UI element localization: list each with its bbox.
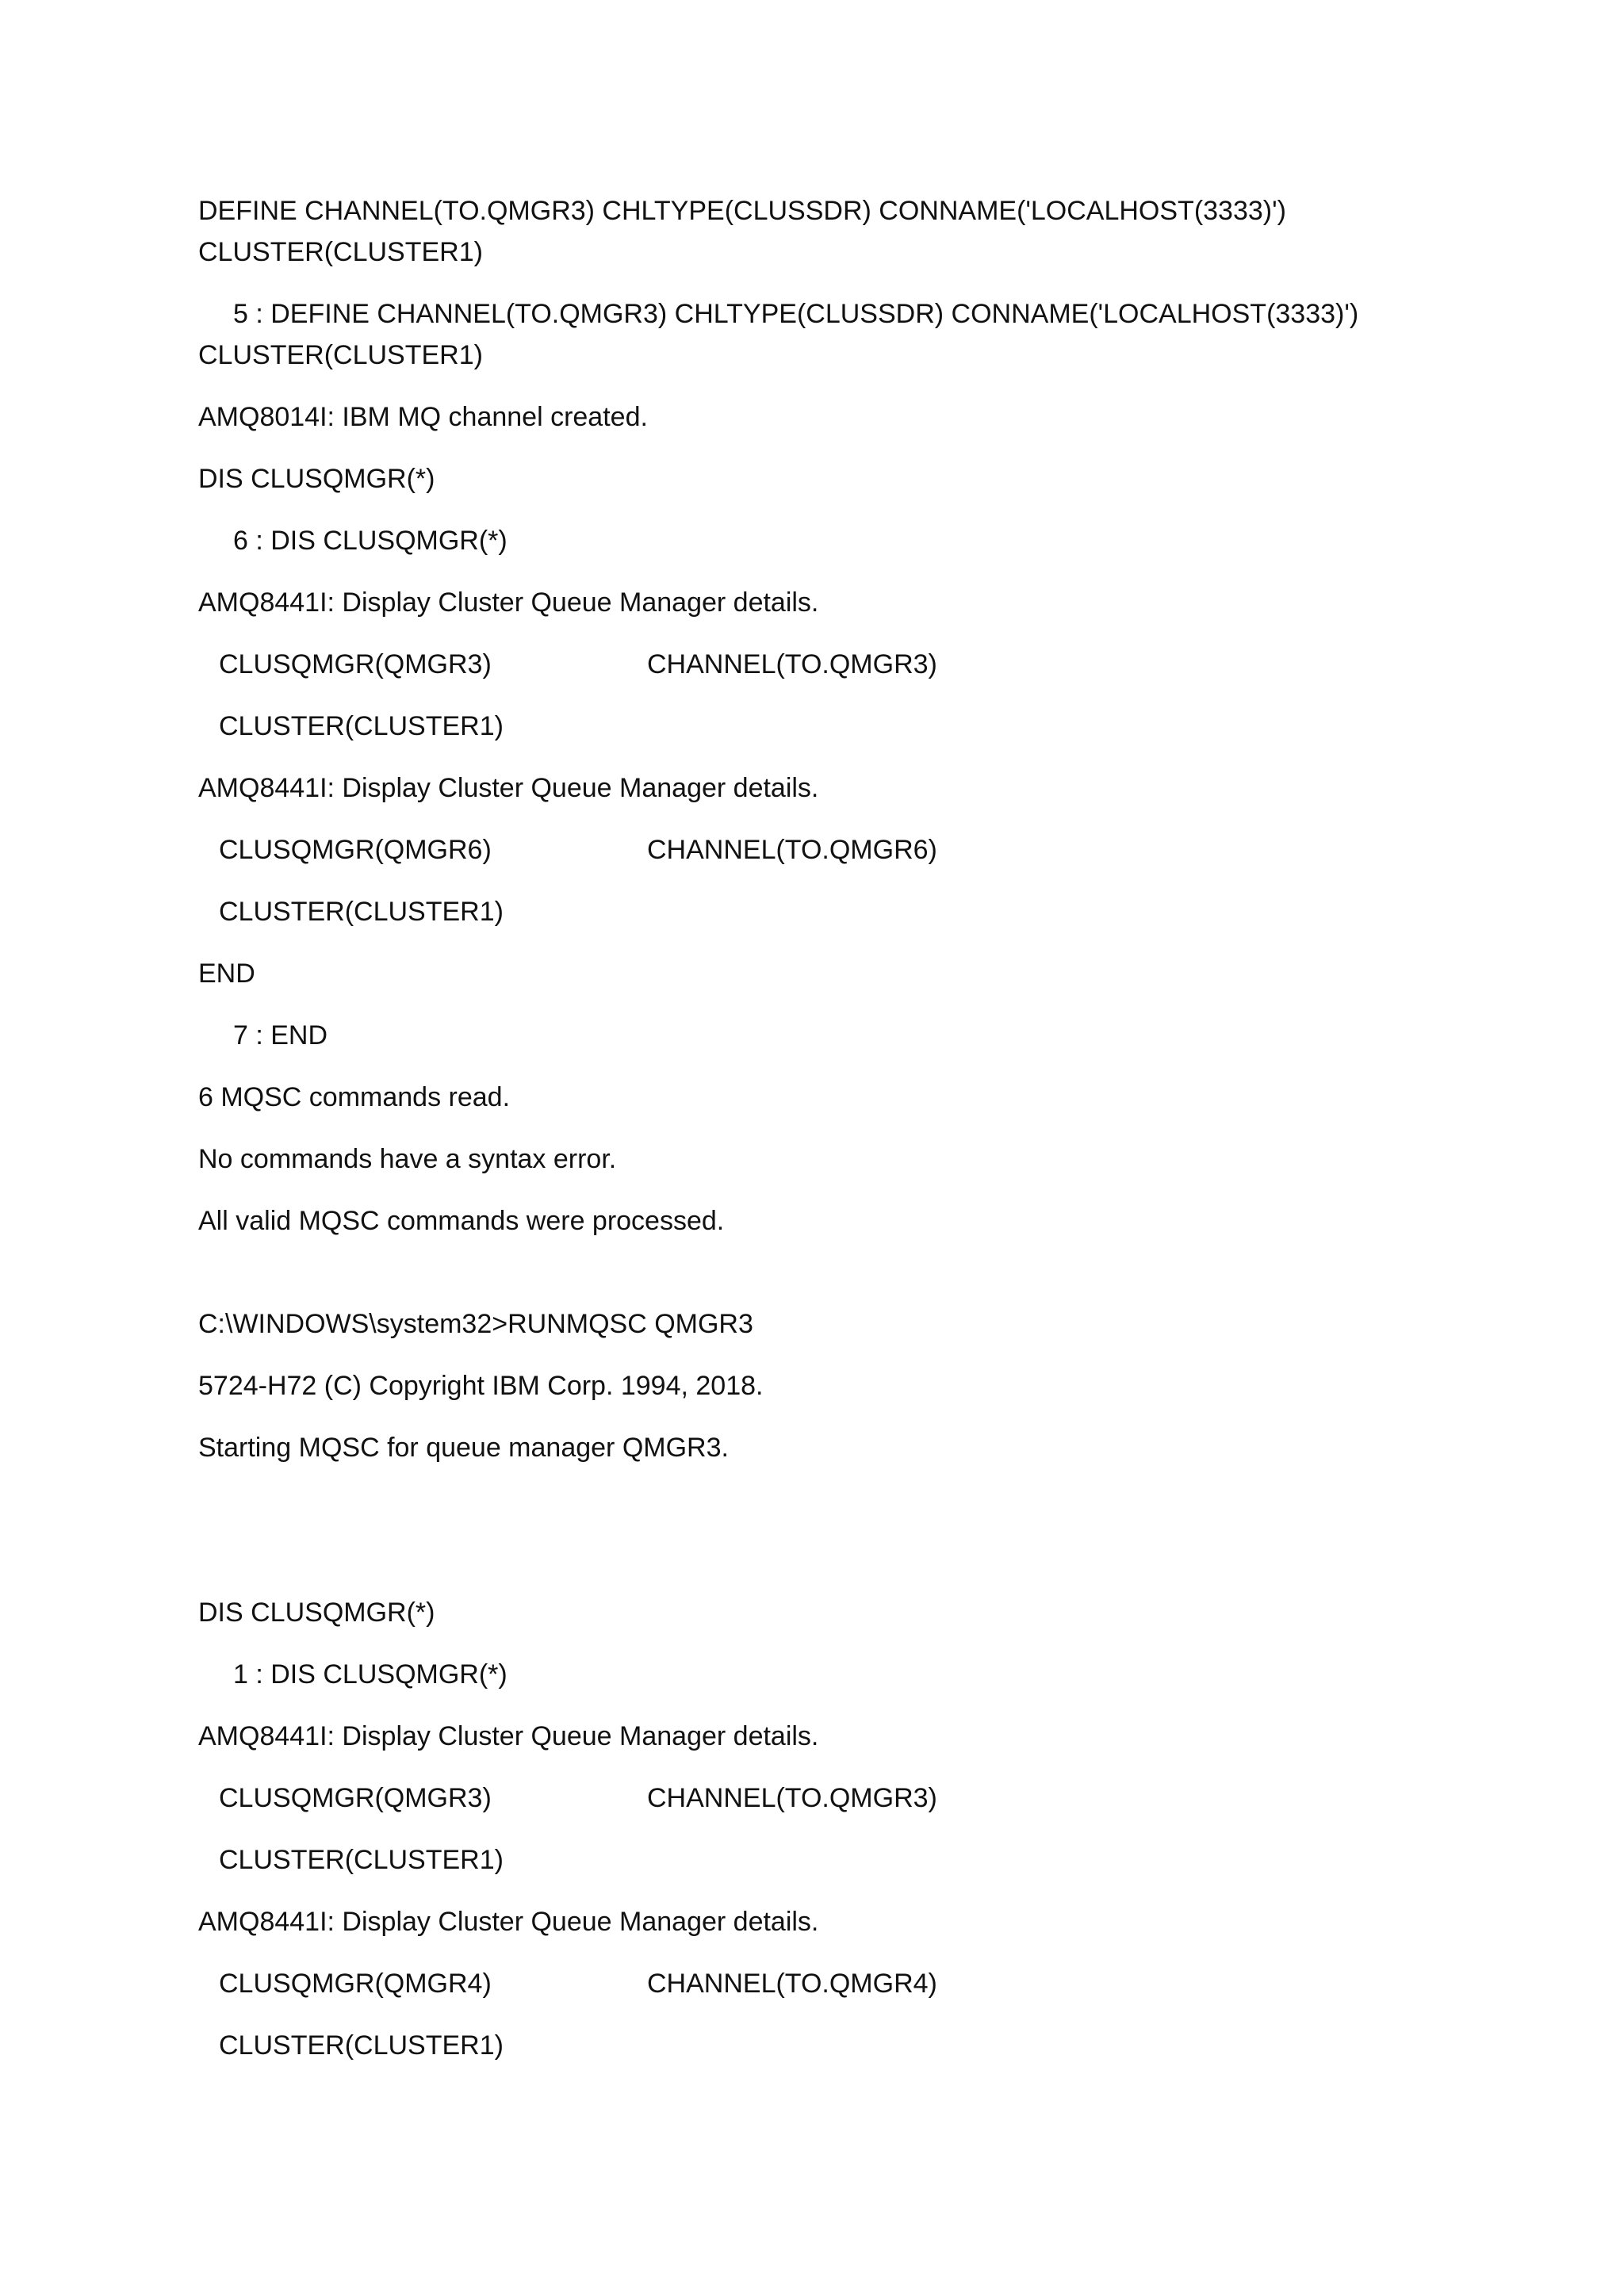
starting-message: Starting MQSC for queue manager QMGR3. (198, 1433, 729, 1463)
channel-value: CHANNEL(TO.QMGR6) (647, 835, 937, 865)
summary-commands-read: 6 MQSC commands read. (198, 1082, 511, 1112)
record-header: AMQ8441I: Display Cluster Queue Manager details. (198, 587, 819, 618)
echo-line: 5 : DEFINE CHANNEL(TO.QMGR3) CHLTYPE(CLUSSDR) CONNAME('LOCALHOST(3333)') (233, 299, 1359, 329)
copyright-notice: 5724-H72 (C) Copyright IBM Corp. 1994, 2018. (198, 1371, 764, 1401)
command-prompt: C:\WINDOWS\system32>RUNMQSC QMGR3 (198, 1309, 753, 1339)
command-line-continued: CLUSTER(CLUSTER1) (198, 237, 483, 267)
dis-clusqmgr-command: DIS CLUSQMGR(*) (198, 464, 435, 494)
record-header: AMQ8441I: Display Cluster Queue Manager details. (198, 773, 819, 803)
cluster-value: CLUSTER(CLUSTER1) (219, 1845, 504, 1875)
define-channel-command (198, 190, 1546, 273)
spacer (198, 1262, 1546, 1303)
clusqmgr-value: CLUSQMGR(QMGR3) (219, 649, 492, 679)
summary-syntax: No commands have a syntax error. (198, 1144, 617, 1174)
dis-clusqmgr-echo: 1 : DIS CLUSQMGR(*) (233, 1659, 508, 1689)
cluster-value: CLUSTER(CLUSTER1) (219, 2030, 504, 2061)
channel-created-message: AMQ8014I: IBM MQ channel created. (198, 402, 648, 432)
clusqmgr-value: CLUSQMGR(QMGR6) (219, 835, 492, 865)
end-echo: 7 : END (233, 1020, 328, 1050)
channel-value: CHANNEL(TO.QMGR3) (647, 1783, 937, 1813)
channel-value: CHANNEL(TO.QMGR4) (647, 1969, 937, 1999)
record-row (198, 829, 1546, 871)
record-header: AMQ8441I: Display Cluster Queue Manager details. (198, 1907, 819, 1937)
clusqmgr-value: CLUSQMGR(QMGR4) (219, 1969, 492, 1999)
record-row (198, 1963, 1546, 2004)
spacer (198, 1489, 1546, 1592)
document-content (198, 190, 1546, 2087)
define-channel-echo (198, 293, 1546, 376)
cluster-value: CLUSTER(CLUSTER1) (219, 897, 504, 927)
echo-line-continued: CLUSTER(CLUSTER1) (198, 340, 483, 370)
record-row (198, 1777, 1546, 1819)
dis-clusqmgr-command: DIS CLUSQMGR(*) (198, 1598, 435, 1628)
record-header: AMQ8441I: Display Cluster Queue Manager details. (198, 1721, 819, 1751)
end-command: END (198, 959, 255, 989)
summary-processed: All valid MQSC commands were processed. (198, 1206, 725, 1236)
cluster-value: CLUSTER(CLUSTER1) (219, 711, 504, 741)
clusqmgr-value: CLUSQMGR(QMGR3) (219, 1783, 492, 1813)
command-line: DEFINE CHANNEL(TO.QMGR3) CHLTYPE(CLUSSDR) CONNAME('LOCALHOST(3333)') (198, 196, 1286, 226)
dis-clusqmgr-echo: 6 : DIS CLUSQMGR(*) (233, 526, 508, 556)
record-row (198, 644, 1546, 685)
channel-value: CHANNEL(TO.QMGR3) (647, 649, 937, 679)
